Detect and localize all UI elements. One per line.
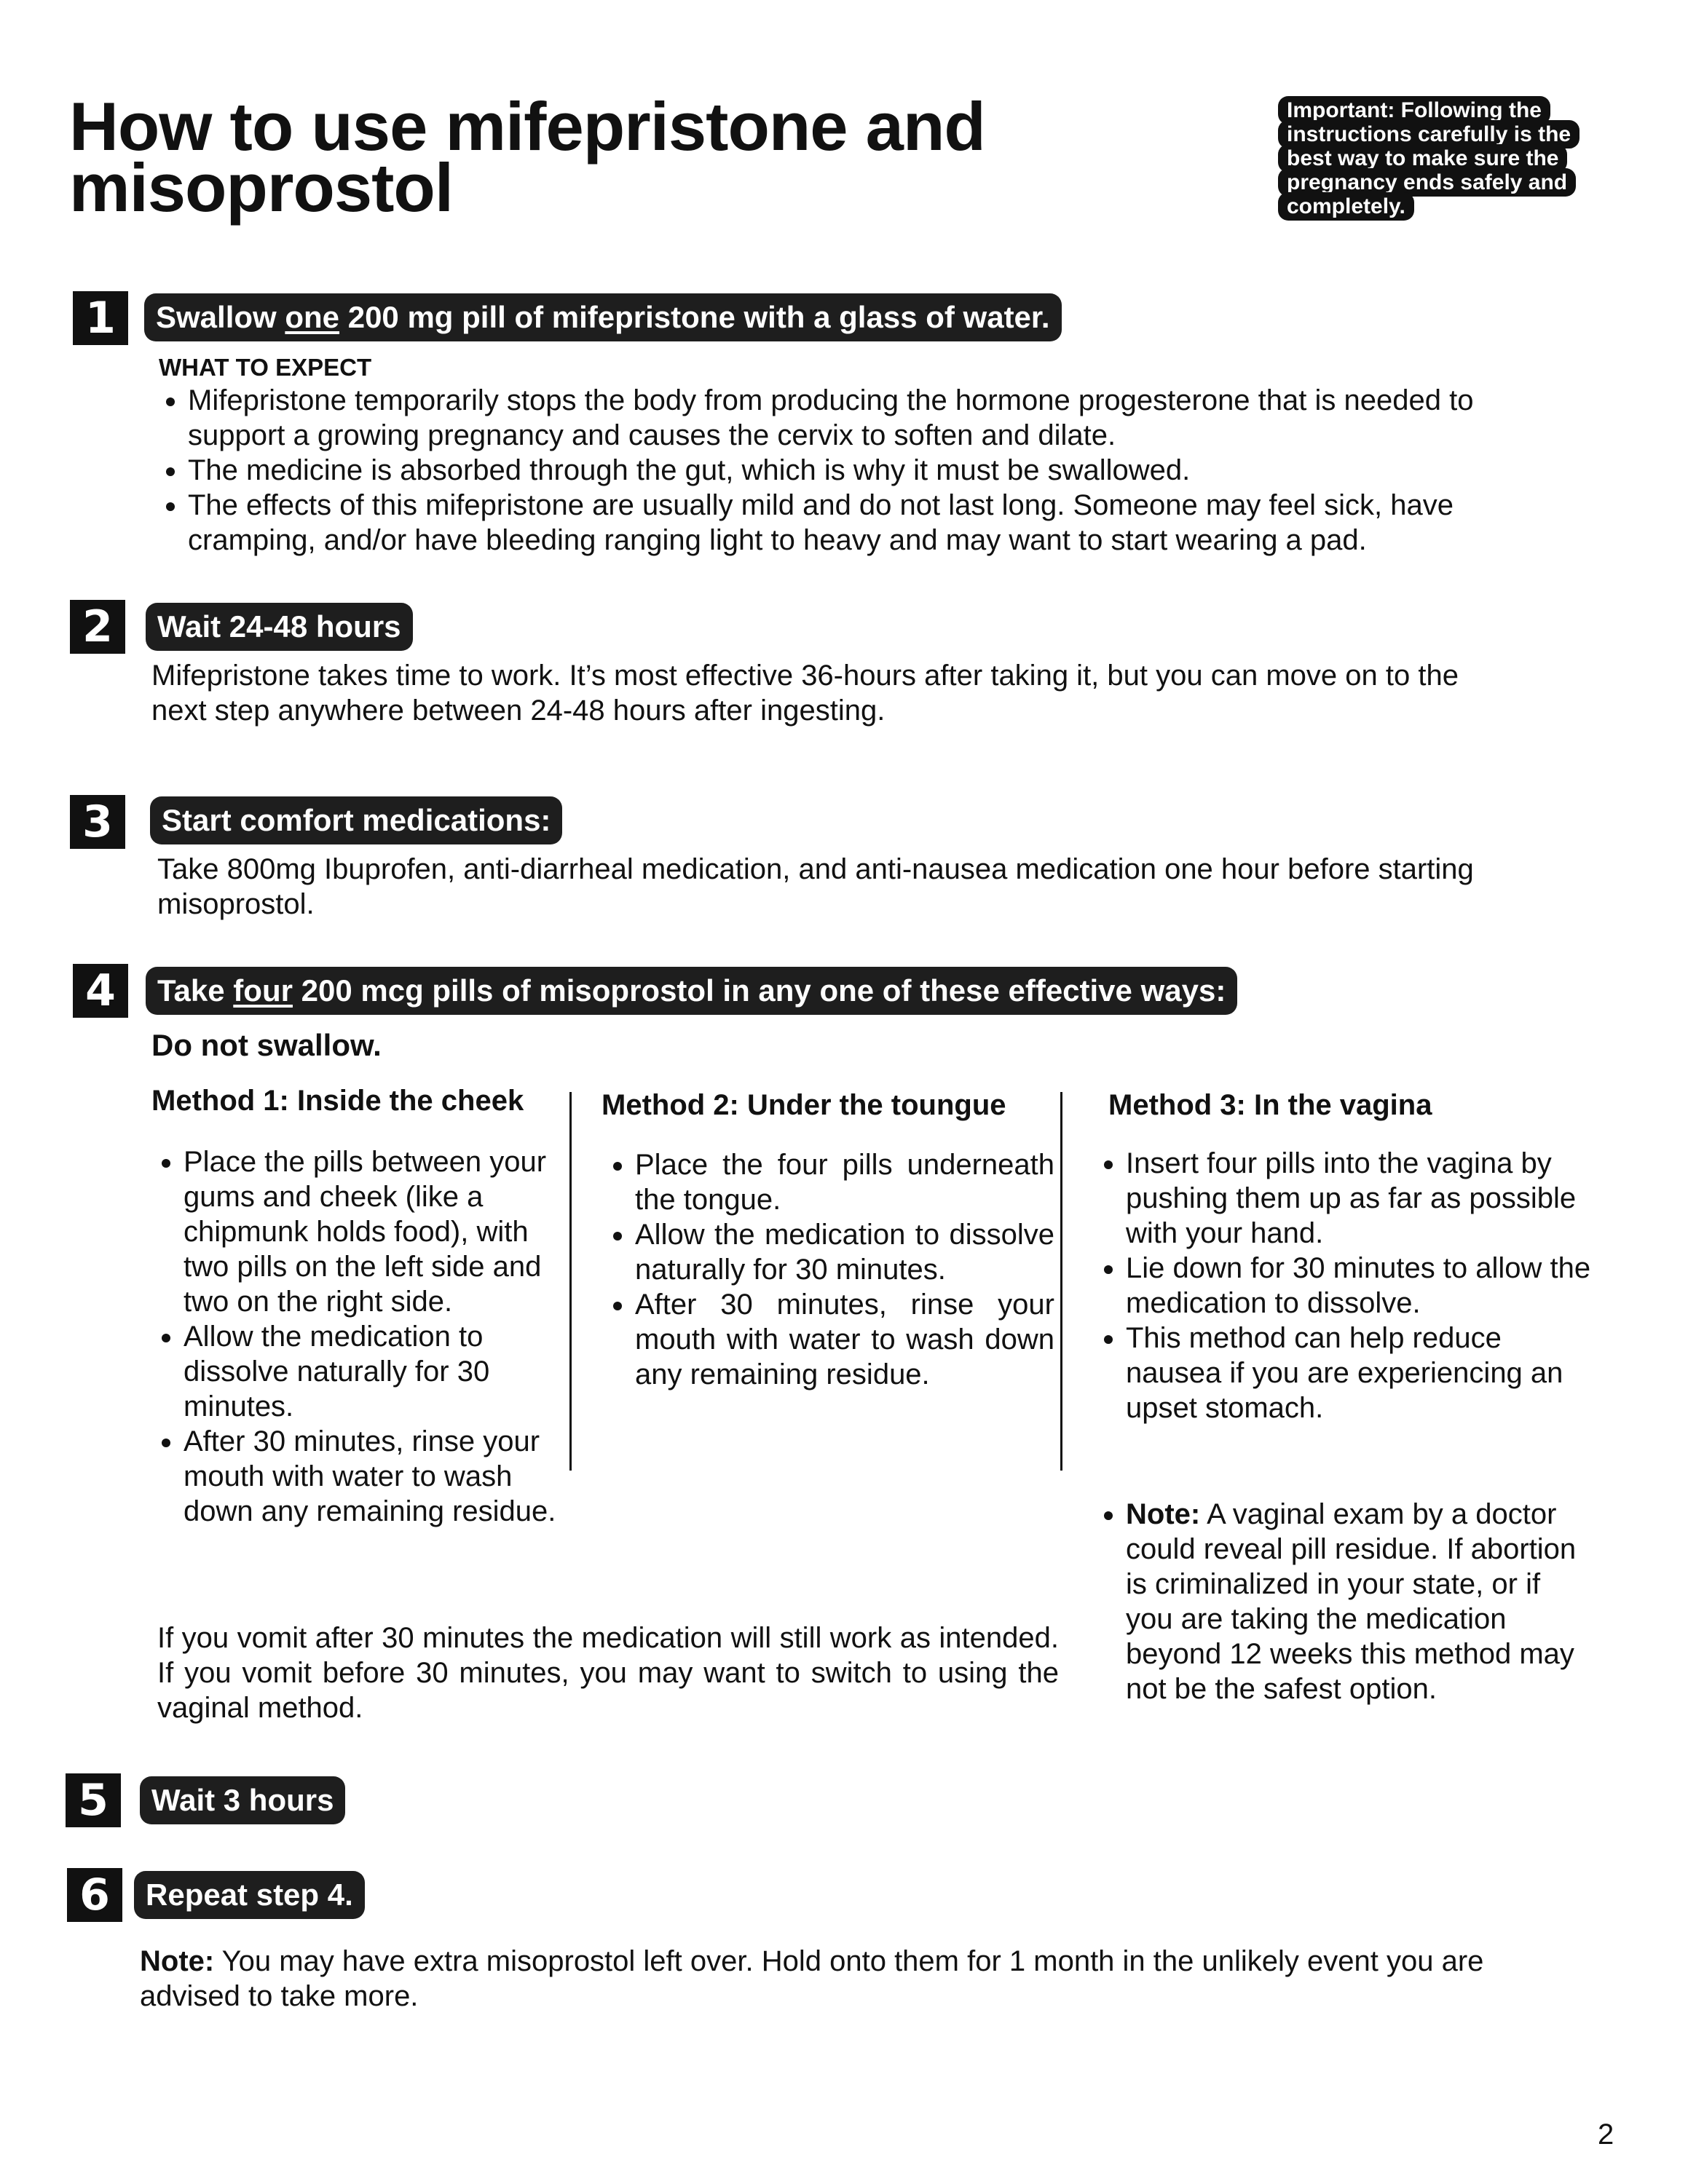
list-item: • Insert four pills into the vagina by pushing them up as far as possible with your hand. bbox=[1126, 1146, 1592, 1251]
list-item: • The medicine is absorbed through the gut, which is why it must be swallowed. bbox=[188, 453, 1542, 488]
final-note bbox=[140, 1944, 1567, 2014]
step-1-number: 1 bbox=[73, 291, 128, 345]
method-2-bullets bbox=[606, 1147, 1054, 1392]
step-3-heading: Start comfort medications: bbox=[150, 796, 562, 844]
step-2-heading: Wait 24-48 hours bbox=[146, 603, 413, 651]
step-3-number: 3 bbox=[70, 795, 125, 849]
method-1-bullets bbox=[154, 1144, 562, 1529]
page-number: 2 bbox=[1598, 2118, 1614, 2151]
method-1-title: Method 1: Inside the cheek bbox=[151, 1085, 524, 1117]
final-note-label: Note: bbox=[140, 1945, 215, 1977]
column-divider bbox=[1060, 1092, 1062, 1471]
step-5-number: 5 bbox=[66, 1773, 121, 1827]
important-callout-text: Important: Following the instructions carefully is the best way to make sure the pregnancy ends safely and completely. bbox=[1278, 96, 1579, 221]
list-item: • Place the pills between your gums and cheek (like a chipmunk holds food), with two pills on the left side and two on the right side. bbox=[184, 1144, 562, 1319]
step-2-text: Mifepristone takes time to work. It’s most effective 36-hours after taking it, but you can move on to the next step anywhere between 24-48 hours after ingesting. bbox=[151, 660, 1459, 727]
method-3-bullets bbox=[1097, 1146, 1592, 1425]
step-4-number: 4 bbox=[73, 964, 128, 1018]
list-item: • The effects of this mifepristone are usually mild and do not last long. Someone may feel sick, have cramping, and/or have bleeding ranging light to heavy and may want to start wearing a pad. bbox=[188, 488, 1542, 558]
step-4-heading-post: 200 mcg pills of misoprostol in any one of these effective ways: bbox=[292, 973, 1226, 1008]
list-item: • Mifepristone temporarily stops the body from producing the hormone progesterone that is needed to support a growing pregnancy and causes the cervix to soften and dilate. bbox=[188, 383, 1542, 453]
column-divider bbox=[569, 1092, 572, 1471]
vomit-note: If you vomit after 30 minutes the medication will still work as intended. If you vomit before 30 minutes, you may want to switch to using the vaginal method. bbox=[157, 1622, 1059, 1724]
step-1-heading bbox=[144, 293, 1062, 341]
step-5-heading: Wait 3 hours bbox=[140, 1776, 345, 1824]
important-callout bbox=[1278, 98, 1598, 218]
step-1-heading-post: 200 mg pill of mifepristone with a glass of water. bbox=[339, 300, 1050, 334]
method-3-note-text: A vaginal exam by a doctor could reveal pill residue. If abortion is criminalized in your state, or if you are taking the medication beyond 12 weeks this method may not be the safest option. bbox=[1126, 1498, 1577, 1705]
step-4-heading-emphasis: four bbox=[233, 973, 293, 1008]
list-item: • Allow the medication to dissolve naturally for 30 minutes. bbox=[184, 1319, 562, 1424]
method-2-title: Method 2: Under the toungue bbox=[602, 1089, 1006, 1121]
list-item: • Allow the medication to dissolve naturally for 30 minutes. bbox=[635, 1217, 1054, 1287]
step-1-heading-pre: Swallow bbox=[156, 300, 285, 334]
list-item: • Place the four pills underneath the tongue. bbox=[635, 1147, 1054, 1217]
step-1-heading-emphasis: one bbox=[285, 300, 340, 334]
method-3-title: Method 3: In the vagina bbox=[1108, 1089, 1432, 1121]
method-3-note-label: Note: bbox=[1126, 1498, 1201, 1530]
list-item: • Lie down for 30 minutes to allow the medication to dissolve. bbox=[1126, 1251, 1592, 1321]
step-1-subhead: WHAT TO EXPECT bbox=[159, 354, 372, 381]
page-title: How to use mifepristone and misoprostol bbox=[69, 88, 985, 226]
step-3-text: Take 800mg Ibuprofen, anti-diarrheal medication, and anti-nausea medication one hour before starting misoprostol. bbox=[157, 853, 1474, 920]
step-1-bullets bbox=[159, 383, 1542, 558]
step-4-heading bbox=[146, 967, 1237, 1015]
step-4-warning: Do not swallow. bbox=[151, 1028, 382, 1062]
list-item: • After 30 minutes, rinse your mouth with water to wash down any remaining residue. bbox=[635, 1287, 1054, 1392]
list-item: • This method can help reduce nausea if you are experiencing an upset stomach. bbox=[1126, 1321, 1592, 1425]
step-6-heading: Repeat step 4. bbox=[134, 1871, 365, 1919]
list-item: • After 30 minutes, rinse your mouth with water to wash down any remaining residue. bbox=[184, 1424, 562, 1529]
list-item bbox=[1126, 1497, 1592, 1706]
step-2-number: 2 bbox=[70, 600, 125, 654]
step-6-number: 6 bbox=[67, 1868, 122, 1922]
final-note-text: You may have extra misoprostol left over. Hold onto them for 1 month in the unlikely event you are advised to take more. bbox=[140, 1945, 1484, 2012]
step-4-heading-pre: Take bbox=[157, 973, 234, 1008]
method-3-note bbox=[1097, 1497, 1592, 1706]
